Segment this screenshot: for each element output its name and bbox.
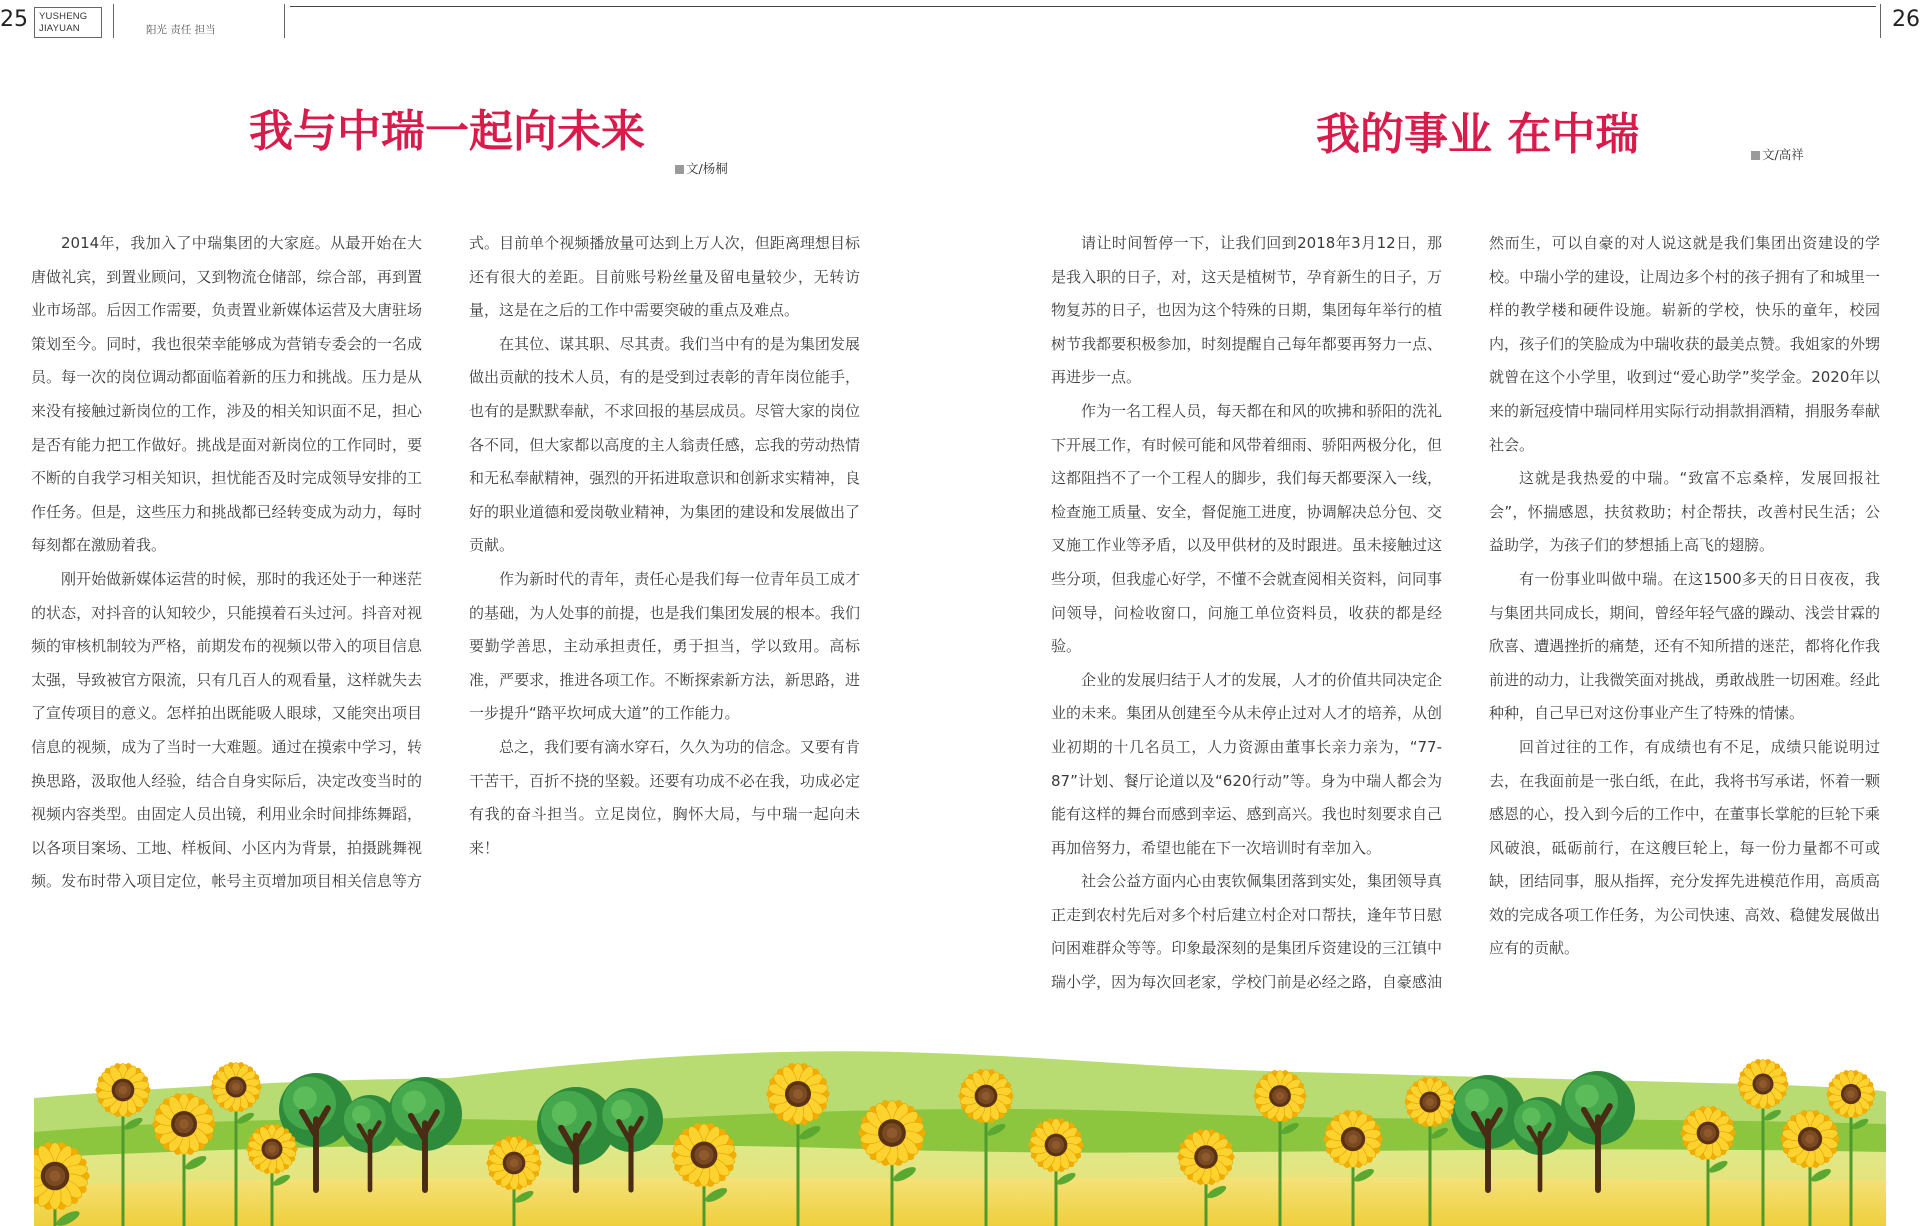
article-column-3 bbox=[1051, 227, 1442, 1000]
paragraph: 请让时间暂停一下，让我们回到2018年3月12日，那是我入职的日子，对，这天是植树节，孕育新生的日子，万物复苏的日子，也因为这个特殊的日期，集团每年举行的植树节我都要积极参加，时刻提醒自己每年都要再努力一点、再进步一点。 bbox=[1051, 234, 1442, 387]
article-column-1 bbox=[31, 227, 422, 899]
article-title-left: 我与中瑞一起向未来 bbox=[249, 106, 645, 157]
paragraph: 作为一名工程人员，每天都在和风的吹拂和骄阳的洗礼下开展工作，有时候可能和风带着细雨、骄阳两极分化，但这都阻挡不了一个工程人的脚步，我们每天都要深入一线，检查施工质量、安全，督促施工进度，协调解决总分包、交叉施工作业等矛盾，以及甲供材的及时跟进。虽未接触过这些分项，但我虚心好学，不懂不会就查阅相关资料，问同事问领导，问检收窗口，问施工单位资料员，收获的都是经验。 bbox=[1051, 401, 1442, 656]
paragraph: 刚开始做新媒体运营的时候，那时的我还处于一种迷茫的状态，对抖音的认知较少，只能摸着石头过河。抖音对视频的审核机制较为严格，前期发布的视频以带入的项目信息太强，导致被官方限流，只有几百人的观看量，这样就失去了宣传项目的意义。怎样拍出既能吸人眼球，又能突出项目信息的视频，成为了当时一大难题。通过在摸索中学习，转换思路，汲取他人经验，结合自身实际后，决定改变当时的视频内容类型。由固定人员出镜，利用业余时间排练舞蹈，以各项目案场、工地、样板间、小区内为背景，拍摄跳舞视频。发布时带入项目定位，帐号主页增加项目相关信息等方 bbox=[31, 569, 422, 891]
byline-marker bbox=[675, 165, 684, 174]
header-slogan: 阳光 责任 担当 bbox=[146, 24, 216, 36]
paragraph: 社会公益方面内心由衷钦佩集团落到实处，集团领导真正走到农村先后对多个村后建立村企对口帮扶，逢年节日慰问困难群众等等。印象最深刻的是集团斥资建设的三江镇中瑞小学，因为每次回老家，学校门前是必经之路，自豪感油 bbox=[1051, 872, 1442, 992]
byline-author: 文/杨桐 bbox=[686, 161, 728, 176]
paragraph: 作为新时代的青年，责任心是我们每一位青年员工成才的基础，为人处事的前提，也是我们集团发展的根本。我们要勤学善思，主动承担责任，勇于担当，学以致用。高标准，严要求，推进各项工作。不断探索新方法，新思路，进一步提升“踏平坎坷成大道”的工作能力。 bbox=[469, 569, 860, 723]
article-title-right: 我的事业 在中瑞 bbox=[1316, 109, 1640, 160]
ground bbox=[34, 1177, 1886, 1226]
byline-marker bbox=[1751, 151, 1760, 160]
paragraph: 然而生，可以自豪的对人说这就是我们集团出资建设的学校。中瑞小学的建设，让周边多个村的孩子拥有了和城里一样的教学楼和硬件设施。崭新的学校，快乐的童年，校园内，孩子们的笑脸成为中瑞收获的最美点赞。我姐家的外甥就曾在这个小学里，收到过“爱心助学”奖学金。2020年以来的新冠疫情中瑞同样用实际行动捐款捐酒精，捐服务奉献社会。 bbox=[1489, 234, 1880, 454]
sunflower-meadow-illustration bbox=[0, 1040, 1920, 1226]
article-column-4 bbox=[1489, 227, 1880, 966]
byline-author: 文/高祥 bbox=[1762, 147, 1804, 162]
paragraph: 在其位、谋其职、尽其责。我们当中有的是为集团发展做出贡献的技术人员，有的是受到过表彰的青年岗位能手，也有的是默默奉献，不求回报的基层成员。尽管大家的岗位各不同，但大家都以高度的主人翁责任感，忘我的劳动热情和无私奉献精神，强烈的开拓进取意识和创新求实精神，良好的职业道德和爱岗敬业精神，为集团的建设和发展做出了贡献。 bbox=[469, 334, 860, 555]
header-divider bbox=[1880, 4, 1881, 38]
magazine-name-line1: YUSHENG bbox=[39, 11, 88, 22]
page-number-left: 25 bbox=[0, 7, 28, 32]
paragraph: 有一份事业叫做中瑞。在这1500多天的日日夜夜，我与集团共同成长，期间，曾经年轻气盛的躁动、浅尝甘霖的欣喜、遭遇挫折的痛楚，还有不知所措的迷茫，都将化作我前进的动力，让我微笑面对挑战，勇敢战胜一切困难。经此种种，自己早已对这份事业产生了特殊的情愫。 bbox=[1489, 569, 1880, 723]
page-number-right: 26 bbox=[1892, 7, 1920, 32]
byline-left bbox=[675, 161, 728, 176]
paragraph: 回首过往的工作，有成绩也有不足，成绩只能说明过去，在我面前是一张白纸，在此，我将书写承诺，怀着一颗感恩的心，投入到今后的工作中，在董事长掌舵的巨轮下乘风破浪，砥砺前行，在这艘巨轮上，每一份力量都不可或缺，团结同事，服从指挥，充分发挥先进模范作用，高质高效的完成各项工作任务，为公司快速、高效、稳健发展做出应有的贡献。 bbox=[1489, 737, 1880, 958]
magazine-name-line2: JIAYUAN bbox=[39, 22, 80, 34]
paragraph: 企业的发展归结于人才的发展，人才的价值共同决定企业的未来。集团从创建至今从未停止过对人才的培养，从创业初期的十几名员工，人力资源由董事长亲力亲为，“77-87”计划、餐厅论道以及“620行动”等。身为中瑞人都会为能有这样的舞台而感到幸运、感到高兴。我也时刻要求自己再加倍努力，希望也能在下一次培训时有幸加入。 bbox=[1051, 670, 1442, 857]
paragraph: 式。目前单个视频播放量可达到上万人次，但距离理想目标还有很大的差距。目前账号粉丝量及留电量较少，无转访量，这是在之后的工作中需要突破的重点及难点。 bbox=[469, 234, 860, 320]
paragraph: 这就是我热爱的中瑞。“致富不忘桑梓，发展回报社会”，怀揣感恩，扶贫救助；村企帮扶，改善村民生活；公益助学，为孩子们的梦想插上高飞的翅膀。 bbox=[1489, 469, 1880, 555]
header-divider bbox=[284, 4, 285, 38]
article-column-2 bbox=[469, 227, 860, 865]
header-rule bbox=[290, 6, 1876, 7]
header-divider bbox=[113, 4, 114, 38]
byline-right bbox=[1751, 147, 1804, 162]
paragraph: 2014年，我加入了中瑞集团的大家庭。从最开始在大唐做礼宾，到置业顾问，又到物流仓储部，综合部，再到置业市场部。后因工作需要，负责置业新媒体运营及大唐驻场策划至今。同时，我也很荣幸能够成为营销专委会的一名成员。每一次的岗位调动都面临着新的压力和挑战。压力是从来没有接触过新岗位的工作，涉及的相关知识面不足，担心是否有能力把工作做好。挑战是面对新岗位的工作同时，要不断的自我学习相关知识，担忧能否及时完成领导安排的工作任务。但是，这些压力和挑战都已经转变成为动力，每时每刻都在激励着我。 bbox=[31, 234, 422, 555]
paragraph: 总之，我们要有滴水穿石，久久为功的信念。又要有肯干苦干，百折不挠的坚毅。还要有功成不必在我，功成必定有我的奋斗担当。立足岗位，胸怀大局，与中瑞一起向未来！ bbox=[469, 737, 860, 857]
magazine-logo bbox=[34, 7, 102, 38]
